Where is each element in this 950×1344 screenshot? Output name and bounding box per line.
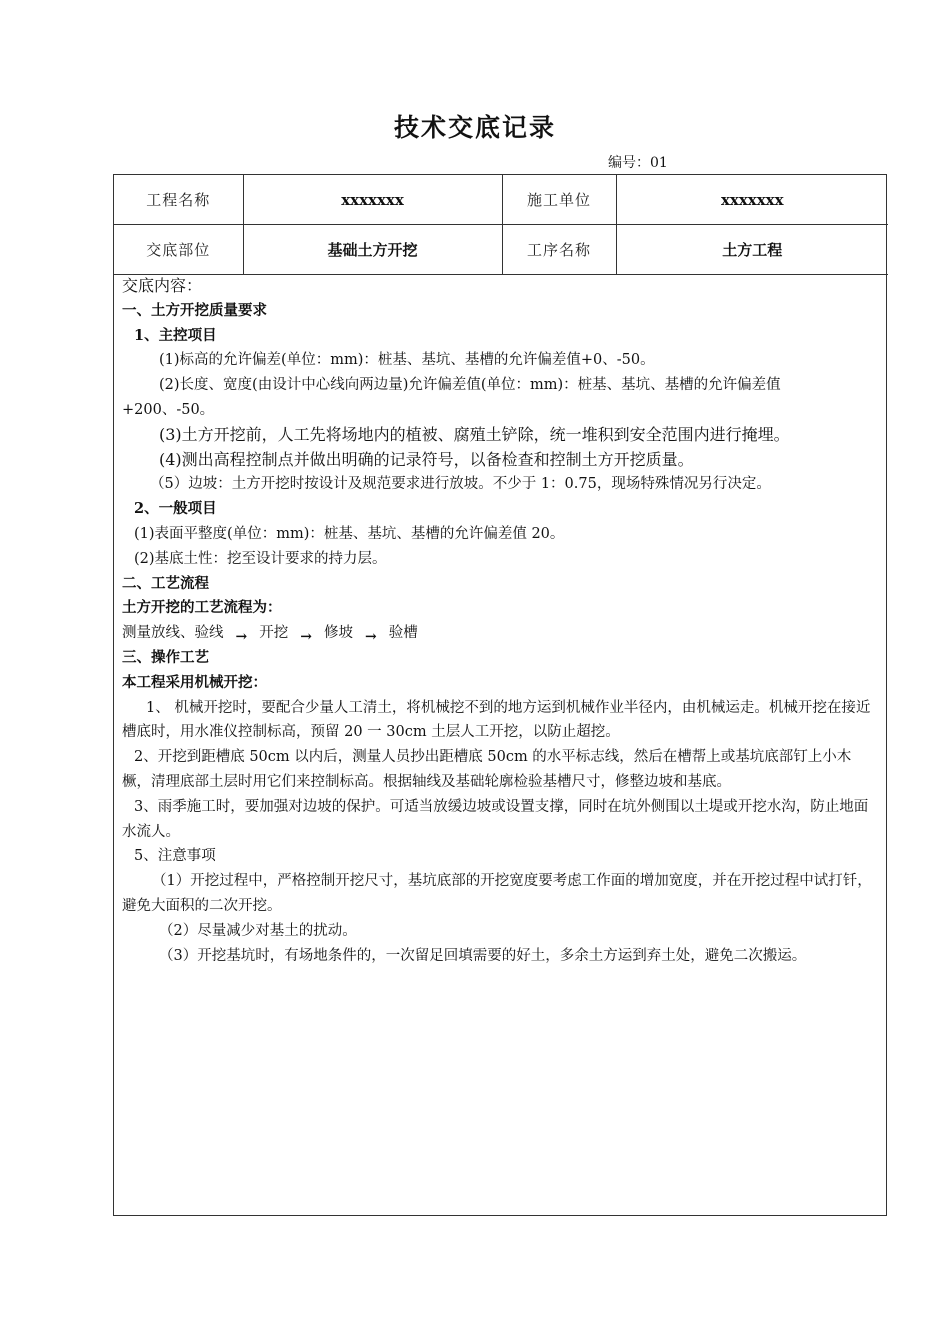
operation-item-3: 3、雨季施工时，要加强对边坡的保护。可适当放缓边坡或设置支撑，同时在坑外侧围以土堤或开挖水沟，防止地面水流人。 [122,798,869,840]
process-flow [122,621,878,646]
flow-arrow-icon: → [235,629,248,646]
section-2-title: 二、工艺流程 [122,574,209,592]
operation-item-2: 2、开挖到距槽底 50cm 以内后，测量人员抄出距槽底 50cm 的水平标志线，然后在槽帮上或基坑底部钉上小木橛，清理底部土层时用它们来控制标高。根据轴线及基础轮廓检验基槽尺寸，修整边坡和基底。 [122,749,852,790]
project-name-label: 工程名称 [114,175,243,225]
item-1-5: （5）边坡：土方开挖时按设计及规范要求进行放坡。不少于 1：0.75，现场特殊情况另行决定。 [150,476,771,493]
operation-item-1: 1、 机械开挖时，要配合少量人工清土，将机械挖不到的地方运到机械作业半径内，由机械运走。机械开挖在接近槽底时，用水准仪控制标高，预留 20 一 30cm 土层人工开挖，以防止超挖。 [122,699,871,741]
contractor-label: 施工单位 [502,175,616,225]
process-label: 工序名称 [502,225,616,275]
note-item-3: （3）开挖基坑时，有场地条件的，一次留足回填需要的好土，多余土方运到弃土处，避免二次搬运。 [159,947,807,964]
flow-arrow-icon: → [364,629,377,646]
serial-number: 编号：01 [608,155,668,171]
item-1-2: (2)长度、宽度(由设计中心线向两边量)允许偏差值(单位：mm)：桩基、基坑、基槽的允许偏差值 [159,377,781,394]
process-value: 土方工程 [616,225,888,275]
location-label: 交底部位 [114,225,243,275]
flow-step-1: 测量放线、验线 [122,625,224,642]
flow-arrow-icon: → [300,629,312,646]
record-form [113,174,887,1216]
content-body [114,274,886,968]
header-table [114,175,888,275]
general-item-2: (2)基底土性：挖至设计要求的持力层。 [134,550,387,567]
section-1-sub-1: 1、主控项目 [134,326,217,344]
section-2-sub: 土方开挖的工艺流程为： [122,599,282,617]
location-value: 基础土方开挖 [243,225,502,275]
project-name-value: xxxxxxx [243,175,502,225]
flow-step-4: 验槽 [388,625,418,642]
item-1-1: (1)标高的允许偏差(单位：mm)：桩基、基坑、基槽的允许偏差值+0、-50。 [159,352,655,369]
section-1-title: 一、土方开挖质量要求 [122,301,267,319]
note-item-1: （1）开挖过程中，严格控制开挖尺寸，基坑底部的开挖宽度要考虑工作面的增加宽度，并在开挖过程中试打钎，避免大面积的二次开挖。 [122,873,872,914]
item-1-3: (3)土方开挖前，人工先将场地内的植被、腐殖土铲除，统一堆积到安全范围内进行掩埋。 [159,424,790,444]
operation-item-5: 5、注意事项 [134,848,216,865]
item-1-2-cont: +200、-50。 [122,401,215,418]
content-intro: 交底内容： [122,276,203,295]
contractor-value: xxxxxxx [616,175,888,225]
item-1-4: (4)测出高程控制点并做出明确的记录符号，以备检查和控制土方开挖质量。 [159,449,694,469]
section-3-sub: 本工程采用机械开挖： [122,673,267,691]
note-item-2: （2）尽量减少对基土的扰动。 [159,922,357,939]
flow-step-2: 开挖 [259,625,289,642]
flow-step-3: 修坡 [323,625,353,642]
section-1-sub-2: 2、一般项目 [134,500,217,518]
section-3-title: 三、操作工艺 [122,648,209,666]
document-title: 技术交底记录 [393,113,556,142]
general-item-1: (1)表面平整度(单位：mm)：桩基、基坑、基槽的允许偏差值 20。 [134,525,565,542]
